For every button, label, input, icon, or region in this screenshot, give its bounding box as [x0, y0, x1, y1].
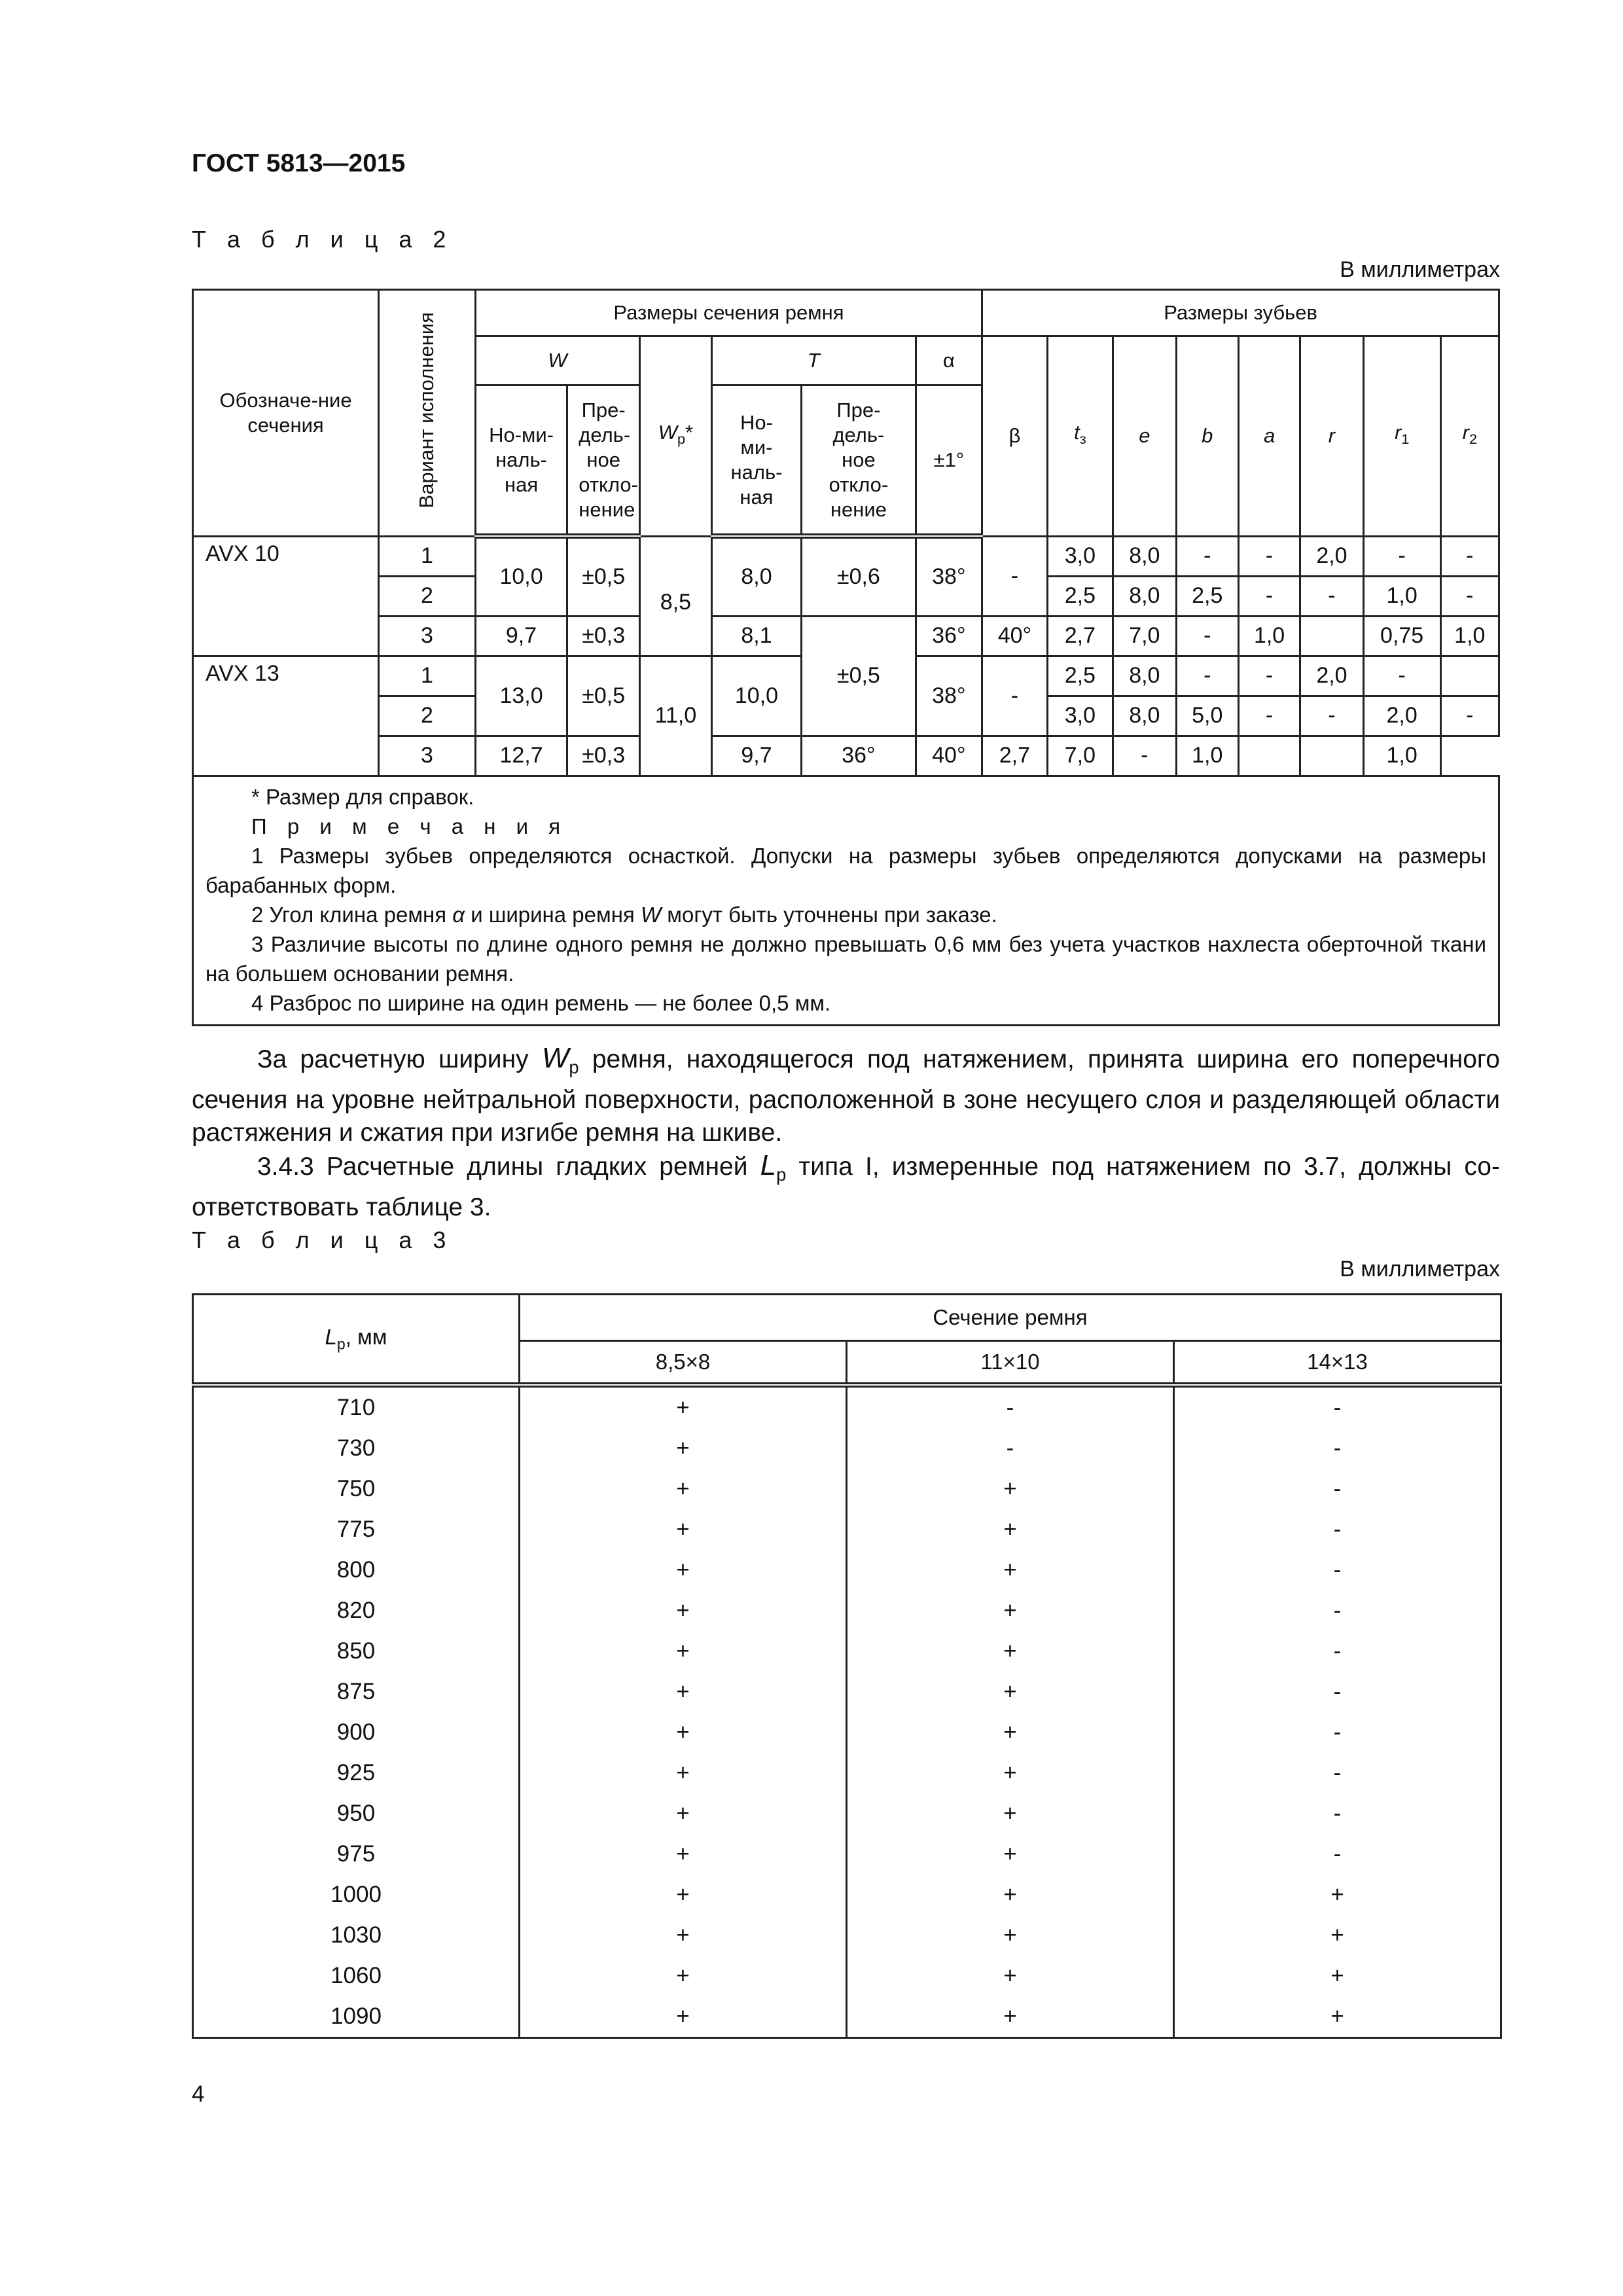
availability-cell: + — [847, 1996, 1174, 2038]
th-T-nominal: Но-ми-наль-ная — [711, 386, 801, 537]
note-4: 4 Разброс по ширине на один ремень — не более 0,5 мм. — [251, 990, 831, 1015]
cell: - — [1238, 696, 1300, 736]
cell: 38° — [916, 656, 982, 736]
availability-cell: + — [520, 1672, 847, 1712]
availability-cell: + — [847, 1874, 1174, 1915]
th-col-1: 8,5×8 — [520, 1341, 847, 1386]
cell — [1300, 736, 1363, 776]
availability-cell: + — [847, 1712, 1174, 1753]
availability-cell: + — [847, 1672, 1174, 1712]
variant-cell: 3 — [379, 736, 476, 776]
note-2: 2 Угол клина ремня α и ширина ремня W могут быть уточнены при заказе. — [251, 902, 997, 927]
availability-cell: - — [1174, 1469, 1501, 1509]
cell: 1,0 — [1363, 576, 1440, 616]
table-row — [193, 1956, 1501, 1996]
availability-cell: - — [1174, 1550, 1501, 1590]
th-W-nominal: Но-ми-наль-ная — [475, 386, 567, 537]
cell: 10,0 — [711, 656, 801, 736]
length-cell: 1030 — [193, 1915, 520, 1956]
designation-cell: AVX 13 — [193, 656, 379, 776]
length-cell: 730 — [193, 1428, 520, 1469]
length-cell: 820 — [193, 1590, 520, 1631]
cell: 8,5 — [640, 536, 712, 656]
cell: 1,0 — [1238, 616, 1300, 656]
cell: ±0,5 — [567, 536, 640, 616]
availability-cell: + — [1174, 1915, 1501, 1956]
length-cell: 850 — [193, 1631, 520, 1672]
th-t3: $t_з$ — [1047, 336, 1113, 537]
cell: 40° — [982, 616, 1047, 656]
table2 — [192, 289, 1500, 1026]
availability-cell: - — [1174, 1712, 1501, 1753]
cell: 2,7 — [982, 736, 1047, 776]
paragraph-wp: За расчетную ширину $W_p$ ремня, находящегося под натяжением, принята ширина его поперечного сечения на уровне нейтральной поверхности, расположенной в зоне несущего слоя и разделяющей области растяжения и сжатия при изгибе ремня на шкиве. — [192, 1042, 1500, 1147]
document-header: ГОСТ 5813—2015 — [192, 149, 406, 177]
availability-cell: + — [1174, 1956, 1501, 1996]
cell: - — [1238, 536, 1300, 576]
cell — [1238, 736, 1300, 776]
table-row — [193, 1469, 1501, 1509]
th-section-sizes: Размеры сечения ремня — [475, 290, 982, 336]
note-1: 1 Размеры зубьев определяются оснасткой. Допуски на размеры зубьев определяются допусками на размеры барабанных форм. — [205, 843, 1486, 897]
paragraph-3-4-3: 3.4.3 Расчетные длины гладких ремней $L_p$ типа I, измеренные под натяжением по 3.7, должны соответствовать таблице 3. — [192, 1149, 1500, 1221]
th-col-2: 11×10 — [847, 1341, 1174, 1386]
availability-cell: + — [847, 1590, 1174, 1631]
cell: - — [1440, 696, 1499, 736]
cell: - — [1238, 656, 1300, 696]
availability-cell: + — [520, 1631, 847, 1672]
table-row — [193, 1793, 1501, 1834]
footnote: * Размер для справок. — [251, 784, 474, 809]
cell: 8,0 — [1113, 696, 1176, 736]
cell: 3,0 — [1047, 696, 1113, 736]
availability-cell: - — [1174, 1672, 1501, 1712]
cell: ±0,5 — [802, 616, 916, 736]
availability-cell: - — [1174, 1385, 1501, 1428]
cell: 7,0 — [1113, 616, 1176, 656]
availability-cell: - — [1174, 1631, 1501, 1672]
th-variant: Вариант исполнения — [379, 290, 476, 537]
cell: 8,0 — [1113, 576, 1176, 616]
cell: - — [1176, 536, 1238, 576]
availability-cell: - — [1174, 1509, 1501, 1550]
designation-cell: AVX 10 — [193, 536, 379, 656]
cell: 2,0 — [1300, 536, 1363, 576]
th-T: T — [711, 336, 916, 386]
table-row — [193, 1834, 1501, 1874]
th-b: b — [1176, 336, 1238, 537]
availability-cell: + — [847, 1550, 1174, 1590]
cell: 7,0 — [1047, 736, 1113, 776]
cell: - — [1300, 696, 1363, 736]
cell: 1,0 — [1176, 736, 1238, 776]
availability-cell: + — [847, 1753, 1174, 1793]
availability-cell: + — [520, 1915, 847, 1956]
length-cell: 900 — [193, 1712, 520, 1753]
cell — [1300, 616, 1363, 656]
availability-cell: + — [847, 1793, 1174, 1834]
cell: - — [1176, 656, 1238, 696]
th-lp: $L_p$, мм — [193, 1295, 520, 1386]
th-section: Сечение ремня — [520, 1295, 1501, 1341]
availability-cell: + — [847, 1631, 1174, 1672]
availability-cell: + — [847, 1915, 1174, 1956]
cell: 0,75 — [1363, 616, 1440, 656]
table3-caption: Т а б л и ц а 3 — [192, 1227, 454, 1253]
cell: 2,5 — [1047, 576, 1113, 616]
availability-cell: + — [520, 1590, 847, 1631]
availability-cell: + — [520, 1834, 847, 1874]
table-row — [193, 1753, 1501, 1793]
cell: 5,0 — [1176, 696, 1238, 736]
th-alpha-tol: ±1° — [916, 386, 982, 537]
variant-cell: 2 — [379, 576, 476, 616]
table-row — [193, 1672, 1501, 1712]
availability-cell: - — [1174, 1428, 1501, 1469]
length-cell: 750 — [193, 1469, 520, 1509]
availability-cell: + — [1174, 1996, 1501, 2038]
table-row — [193, 1550, 1501, 1590]
th-teeth-sizes: Размеры зубьев — [982, 290, 1499, 336]
length-cell: 975 — [193, 1834, 520, 1874]
table-row — [193, 1874, 1501, 1915]
table-row — [193, 536, 1499, 576]
cell: - — [1440, 536, 1499, 576]
variant-cell: 3 — [379, 616, 476, 656]
cell: 2,7 — [1047, 616, 1113, 656]
variant-cell: 2 — [379, 696, 476, 736]
cell: 13,0 — [475, 656, 567, 736]
cell: - — [982, 536, 1047, 616]
th-alpha: α — [916, 336, 982, 386]
length-cell: 950 — [193, 1793, 520, 1834]
length-cell: 775 — [193, 1509, 520, 1550]
cell: 9,7 — [475, 616, 567, 656]
availability-cell: + — [520, 1550, 847, 1590]
availability-cell: + — [520, 1793, 847, 1834]
cell: ±0,5 — [567, 656, 640, 736]
availability-cell: + — [520, 1996, 847, 2038]
availability-cell: + — [520, 1509, 847, 1550]
availability-cell: + — [1174, 1874, 1501, 1915]
cell: - — [1363, 656, 1440, 696]
cell: 10,0 — [475, 536, 567, 616]
th-T-deviation: Пре-дель-ное откло-нение — [802, 386, 916, 537]
th-r1: $r_1$ — [1363, 336, 1440, 537]
availability-cell: + — [520, 1385, 847, 1428]
cell: - — [1238, 576, 1300, 616]
cell: 3,0 — [1047, 536, 1113, 576]
body-text — [192, 1042, 1500, 1224]
table-row — [193, 616, 1499, 656]
cell: ±0,3 — [567, 616, 640, 656]
table-row — [193, 1385, 1501, 1428]
availability-cell: + — [520, 1956, 847, 1996]
cell: 38° — [916, 536, 982, 616]
cell: 2,5 — [1176, 576, 1238, 616]
availability-cell: + — [520, 1469, 847, 1509]
cell: 2,0 — [1300, 656, 1363, 696]
cell: 8,0 — [1113, 536, 1176, 576]
th-e: e — [1113, 336, 1176, 537]
th-beta: β — [982, 336, 1047, 537]
cell — [1440, 656, 1499, 696]
availability-cell: + — [847, 1509, 1174, 1550]
cell: - — [1113, 736, 1176, 776]
cell: 9,7 — [711, 736, 801, 776]
cell: - — [982, 656, 1047, 736]
length-cell: 1090 — [193, 1996, 520, 2038]
cell: ±0,3 — [567, 736, 640, 776]
notes-title: П р и м е ч а н и я — [251, 814, 568, 838]
cell: 2,5 — [1047, 656, 1113, 696]
table-row — [193, 1712, 1501, 1753]
table-row — [193, 1428, 1501, 1469]
availability-cell: - — [847, 1385, 1174, 1428]
table-row — [193, 1590, 1501, 1631]
cell: - — [1363, 536, 1440, 576]
length-cell: 1060 — [193, 1956, 520, 1996]
length-cell: 1000 — [193, 1874, 520, 1915]
note-3: 3 Различие высоты по длине одного ремня не должно превышать 0,6 мм без учета участков нахлеста оберточной ткани на большем основании ремня. — [205, 931, 1486, 986]
th-W: W — [475, 336, 639, 386]
table3-units: В миллиметрах — [1340, 1257, 1500, 1282]
cell: 8,0 — [1113, 656, 1176, 696]
cell: 11,0 — [640, 656, 712, 776]
availability-cell: + — [520, 1753, 847, 1793]
availability-cell: - — [1174, 1753, 1501, 1793]
table-row — [193, 1509, 1501, 1550]
th-designation: Обозначе-ние сечения — [193, 290, 379, 537]
table2-units: В миллиметрах — [1340, 257, 1500, 282]
cell: 36° — [802, 736, 916, 776]
table-row — [193, 1996, 1501, 2038]
length-cell: 925 — [193, 1753, 520, 1793]
availability-cell: + — [520, 1874, 847, 1915]
th-a: a — [1238, 336, 1300, 537]
th-Wp: $W_p*$ — [640, 336, 712, 537]
cell: - — [1300, 576, 1363, 616]
cell: 1,0 — [1363, 736, 1440, 776]
table2-caption: Т а б л и ц а 2 — [192, 226, 454, 253]
availability-cell: + — [847, 1956, 1174, 1996]
cell: 1,0 — [1440, 616, 1499, 656]
variant-cell: 1 — [379, 656, 476, 696]
availability-cell: + — [847, 1834, 1174, 1874]
availability-cell: + — [847, 1469, 1174, 1509]
availability-cell: - — [1174, 1834, 1501, 1874]
length-cell: 800 — [193, 1550, 520, 1590]
table-row — [193, 1631, 1501, 1672]
availability-cell: - — [1174, 1590, 1501, 1631]
availability-cell: - — [847, 1428, 1174, 1469]
table-row — [193, 736, 1499, 776]
cell: 2,0 — [1363, 696, 1440, 736]
length-cell: 710 — [193, 1385, 520, 1428]
cell: 8,1 — [711, 616, 801, 656]
cell: 12,7 — [475, 736, 567, 776]
availability-cell: + — [520, 1712, 847, 1753]
cell: ±0,6 — [802, 536, 916, 616]
th-r: r — [1300, 336, 1363, 537]
cell: 8,0 — [711, 536, 801, 616]
page-number: 4 — [192, 2081, 205, 2107]
th-col-3: 14×13 — [1174, 1341, 1501, 1386]
cell: 36° — [916, 616, 982, 656]
th-r2: $r_2$ — [1440, 336, 1499, 537]
cell: - — [1440, 576, 1499, 616]
length-cell: 875 — [193, 1672, 520, 1712]
th-W-deviation: Пре-дель-ное откло-нение — [567, 386, 640, 537]
variant-cell: 1 — [379, 536, 476, 576]
table-row — [193, 1915, 1501, 1956]
table2-notes — [193, 776, 1499, 1025]
cell: - — [1176, 616, 1238, 656]
table3 — [192, 1293, 1502, 2039]
availability-cell: - — [1174, 1793, 1501, 1834]
cell: 40° — [916, 736, 982, 776]
availability-cell: + — [520, 1428, 847, 1469]
